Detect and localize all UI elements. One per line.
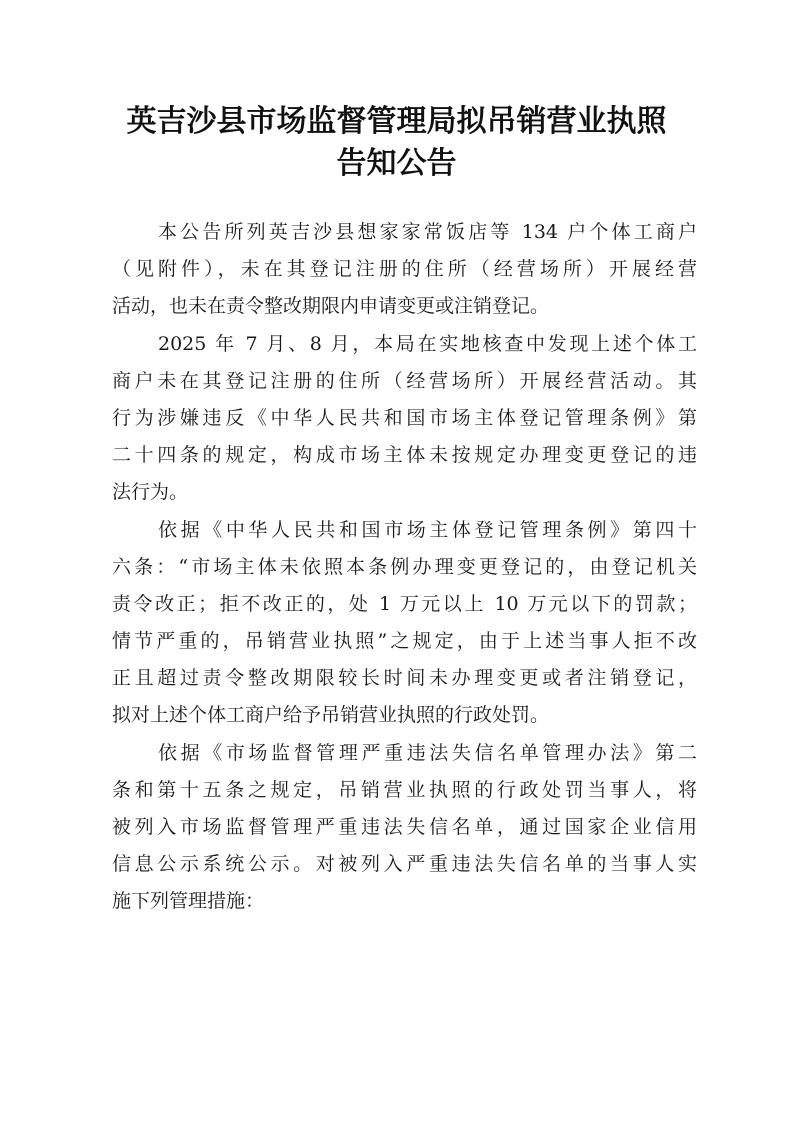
paragraph-line: 活动，也未在责令整改期限内申请变更或注销登记。 (112, 295, 550, 318)
paragraph-line: 责令改正；拒不改正的，处 1 万元以上 10 万元以下的罚款； (112, 592, 697, 615)
paragraph-line: 信息公示系统公示。对被列入严重违法失信名单的当事人实 (112, 853, 697, 876)
document-body (112, 214, 697, 921)
paragraph-line: 2025 年 7 月、8 月，本局在实地核查中发现上述个体工 (158, 332, 697, 355)
paragraph-line: 本公告所列英吉沙县想家家常饭店等 134 户个体工商户 (158, 221, 697, 243)
paragraph-line: 正且超过责令整改期限较长时间未办理变更或者注销登记， (112, 667, 697, 690)
paragraph-line: 拟对上述个体工商户给予吊销营业执照的行政处罚。 (112, 704, 550, 727)
paragraph-line: 二十四条的规定，构成市场主体未按规定办理变更登记的违 (112, 444, 697, 467)
paragraph-line: 法行为。 (112, 481, 189, 504)
paragraph-line: 依据《市场监督管理严重违法失信名单管理办法》第二 (158, 741, 697, 764)
paragraph-line: 条和第十五条之规定，吊销营业执照的行政处罚当事人，将 (112, 778, 697, 801)
paragraph-line: 情节严重的，吊销营业执照”之规定，由于上述当事人拒不改 (112, 630, 697, 653)
paragraph-3 (112, 512, 697, 735)
paragraph-2 (112, 326, 697, 512)
paragraph-line: （见附件），未在其登记注册的住所（经营场所）开展经营 (112, 258, 697, 281)
paragraph-line: 被列入市场监督管理严重违法失信名单，通过国家企业信用 (112, 816, 697, 838)
paragraph-line: 施下列管理措施： (112, 890, 265, 913)
paragraph-4 (112, 735, 697, 921)
paragraph-line: 行为涉嫌违反《中华人民共和国市场主体登记管理条例》第 (112, 406, 697, 429)
document-title-line-2: 告知公告 (336, 146, 457, 181)
paragraph-line: 依据《中华人民共和国市场主体登记管理条例》第四十 (158, 518, 697, 541)
paragraph-line: 六条：“市场主体未依照本条例办理变更登记的，由登记机关 (112, 555, 697, 578)
document-title-line-1: 英吉沙县市场监督管理局拟吊销营业执照 (126, 104, 667, 139)
paragraph-line: 商户未在其登记注册的住所（经营场所）开展经营活动。其 (112, 369, 697, 392)
paragraph-1 (112, 214, 697, 326)
